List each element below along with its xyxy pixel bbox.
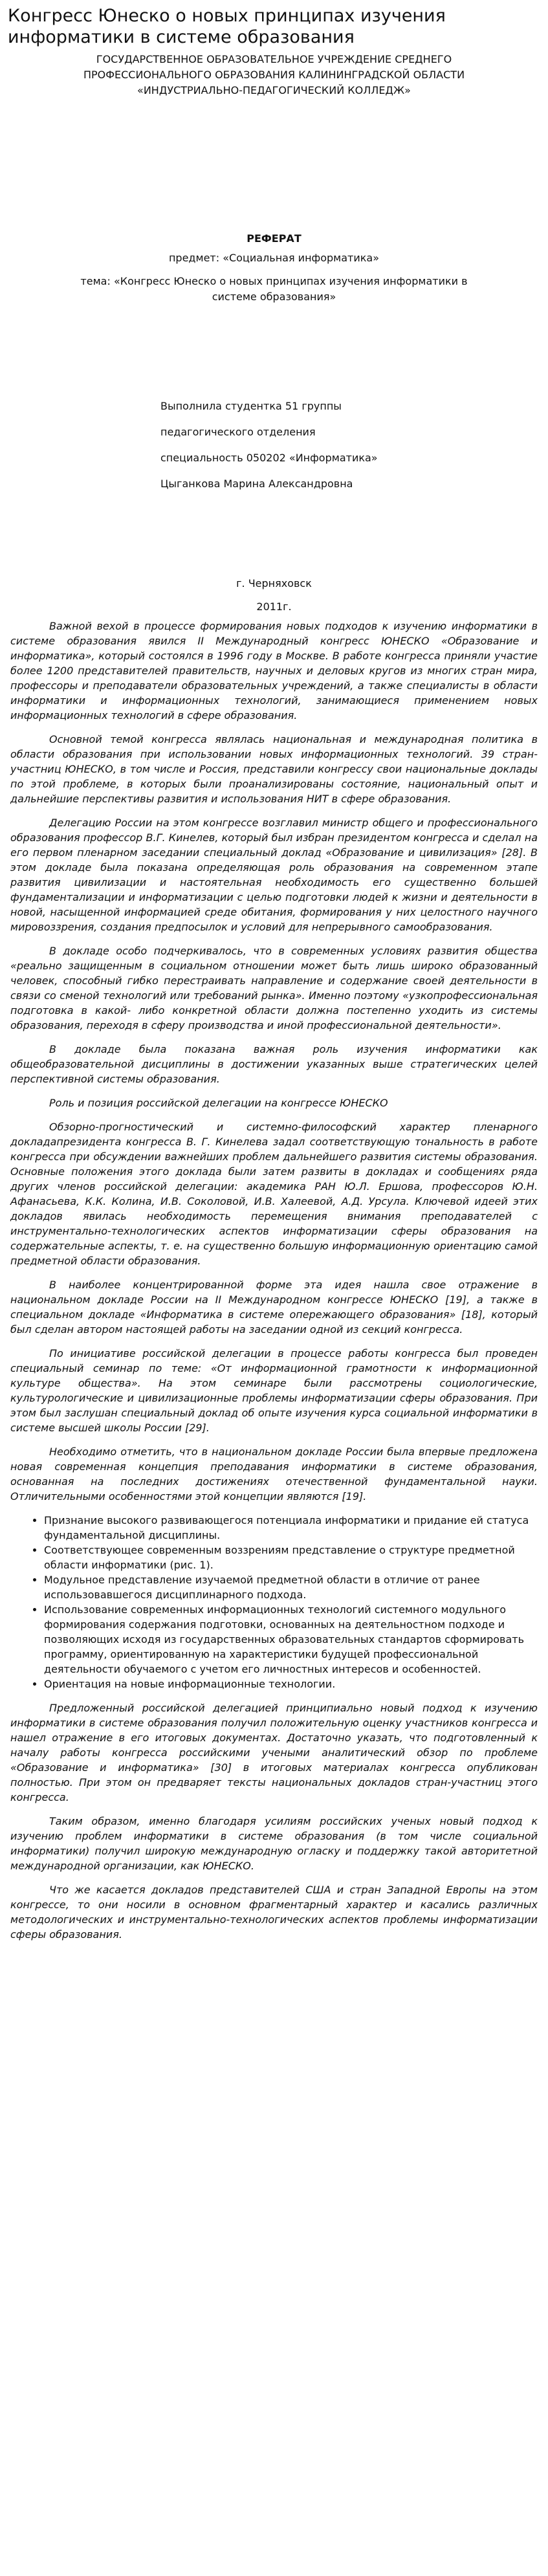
list-item: • Соответствующее современным воззрениям представление о структуре предметной области информатики (рис. 1). [44, 1543, 538, 1572]
paragraph-3: Делегацию России на этом конгрессе возглавил министр общего и профессионального образования профессор В.Г. Кинелев, который был избран президентом конгресса и сделал на его первом пленарном заседании специальный доклад «Образование и цивилизация» [28]. В этом докладе была показана определяющая роль образования на современном этапе развития цивилизации и настоятельная необходимость его существенно большей фундаментализации и информатизации с целью подготовки людей к жизни и деятельности в новой, насыщенной информацией среде обитания, формирования у них целостного научного мировоззрения, создания предпосылок и условий для непрерывного самообразования. [10, 817, 538, 933]
author-block [160, 399, 548, 492]
institution-line-1: ГОСУДАРСТВЕННОЕ ОБРАЗОВАТЕЛЬНОЕ УЧРЕЖДЕНИЕ СРЕДНЕГО [96, 53, 452, 65]
page-title: Конгресс Юнеско о новых принципах изучения информатики в системе образования [8, 6, 446, 47]
author-line-3: специальность 050202 «Информатика» [160, 452, 378, 464]
paragraph-9: Необходимо отметить, что в национальном докладе России была впервые предложена новая современная концепция преподавания информатики в системе образования, основанная на последних достижениях отечественной фундаментальной науки. Отличительными особенностями этой концепции являются [19]. [10, 1446, 538, 1503]
list-item: • Признание высокого развивающегося потенциала информатики и придание ей статуса фундаментальной дисциплины. [44, 1513, 538, 1543]
paragraph-4: В докладе особо подчеркивалось, что в современных условиях развития общества «реально защищенным в социальном отношении может быть лишь широко образованный человек, способный гибко перестраивать направление и содержание своей деятельности в связи со сменой технологий или требований рынка». Именно поэтому «узкопрофессиональная подготовка в какой- либо конкретной области должна постепенно уходить из системы образования, переходя в сферу производства и иной профессиональной деятельности». [10, 945, 538, 1031]
paragraph-10: Предложенный российской делегацией принципиально новый подход к изучению информатики в системе образования получил положительную оценку участников конгресса и нашел отражение в его итоговых документах. Достаточно указать, что подготовленный к началу работы конгресса российскими учеными аналитический обзор по проблеме «Образование и информатика» [30] в итоговых материалах конгресса опубликован полностью. При этом он предваряет тексты национальных докладов стран-участниц этого конгресса. [10, 1702, 538, 1803]
paragraph-5: В докладе была показана важная роль изучения информатики как общеобразовательной дисциплины в достижении указанных выше стратегических целей перспективной системы образования. [10, 1043, 538, 1085]
paragraph-1: Важной вехой в процессе формирования новых подходов к изучению информатики в системе образования явился II Международный конгресс ЮНЕСКО «Образование и информатика», который состоялся в 1996 году в Москве. В работе конгресса приняли участие более 1200 представителей правительств, научных и деловых кругов из многих стран мира, профессоры и преподаватели образовательных учреждений, а также специалисты в области информатики и информационных технологий, занимающиеся применением новых информационных технологий в сфере образования. [10, 620, 538, 721]
list-item: • Модульное представление изучаемой предметной области в отличие от ранее использовавшегося дисциплинарного подхода. [44, 1572, 538, 1602]
paragraph-12: Что же касается докладов представителей США и стран Западной Европы на этом конгрессе, то они носили в основном фрагментарный характер и касались различных методологических и инструментально-технологических аспектов проблемы информатизации сферы образования. [10, 1884, 538, 1941]
author-line-2: педагогического отделения [160, 426, 316, 438]
paragraph-11: Таким образом, именно благодаря усилиям российских ученых новый подход к изучению проблем информатики в системе образования (в том числе социальной информатики) получил широкую международную огласку и поддержку такой авторитетной международной организации, как ЮНЕСКО. [10, 1815, 538, 1872]
author-line-4: Цыганкова Марина Александровна [160, 478, 353, 490]
year: 2011г. [256, 600, 292, 613]
referat-label: РЕФЕРАТ [247, 232, 301, 245]
section-heading: Роль и позиция российской делегации на конгрессе ЮНЕСКО [49, 1097, 388, 1109]
institution-line-2: ПРОФЕССИОНАЛЬНОГО ОБРАЗОВАНИЯ КАЛИНИНГРАДСКОЙ ОБЛАСТИ [83, 69, 465, 81]
city: г. Черняховск [236, 577, 312, 589]
body-text [10, 619, 538, 1942]
concept-list [10, 1513, 538, 1691]
referat-subject: предмет: «Социальная информатика» [168, 252, 380, 264]
list-item: • Использование современных информационных технологий системного модульного формирования содержания подготовки, основанных на деятельностном подходе и позволяющих исходя из государственных образовательных стандартов сформировать программу, ориентированную на характеристики будущей профессиональной деятельности обучаемого с учетом его личностных интересов и особенностей. [44, 1602, 538, 1677]
referat-topic: тема: «Конгресс Юнеско о новых принципах изучения информатики в системе образования» [80, 275, 468, 303]
paragraph-8: По инициативе российской делегации в процессе работы конгресса был проведен специальный семинар по теме: «От информационной грамотности к информационной культуре общества». На этом семинаре были рассмотрены социологические, культурологические и цивилизационные проблемы информатизации сферы образования. При этом был заслушан специальный доклад об опыте изучения курса социальной информатики в системе высшей школы России [29]. [10, 1347, 538, 1434]
institution-line-3: «ИНДУСТРИАЛЬНО-ПЕДАГОГИЧЕСКИЙ КОЛЛЕДЖ» [137, 84, 411, 96]
paragraph-6: Обзорно-прогностический и системно-философский характер пленарного докладапрезидента конгресса В. Г. Кинелева задал соответствующую тональность в работе конгресса при обсуждении важнейших проблем дальнейшего развития системы образования. Основные положения этого доклада были затем развиты в докладах и сообщениях ряда других членов российской делегации: академика РАН Ю.Л. Ершова, профессоров Ю.Н. Афанасьева, К.К. Колина, И.В. Соколовой, И.В. Халеевой, А.Д. Урсула. Ключевой идеей этих докладов явилась необходимость перемещения внимания преподавателей с инструментально-технологических аспектов информатизации сферы образования на содержательные аспекты, т. е. на существенно большую информационную ориентацию самой предметной области образования. [10, 1121, 538, 1267]
list-item: • Ориентация на новые информационные технологии. [44, 1677, 538, 1691]
paragraph-2: Основной темой конгресса являлась национальная и международная политика в области образования при использовании новых информационных технологий. 39 стран-участниц ЮНЕСКО, в том числе и Россия, представили конгрессу свои национальные доклады по этой проблеме, в которых были проанализированы состояние, национальный опыт и дальнейшие перспективы развития и использования НИТ в сфере образования. [10, 733, 538, 805]
institution-header [13, 52, 535, 98]
paragraph-7: В наиболее концентрированной форме эта идея нашла свое отражение в национальном докладе России на II Международном конгрессе ЮНЕСКО [19], а также в специальном докладе «Информатика в системе опережающего образования» [18], который был сделан автором настоящей работы на заседании одной из секций конгресса. [10, 1279, 538, 1336]
author-line-1: Выполнила студентка 51 группы [160, 400, 342, 412]
